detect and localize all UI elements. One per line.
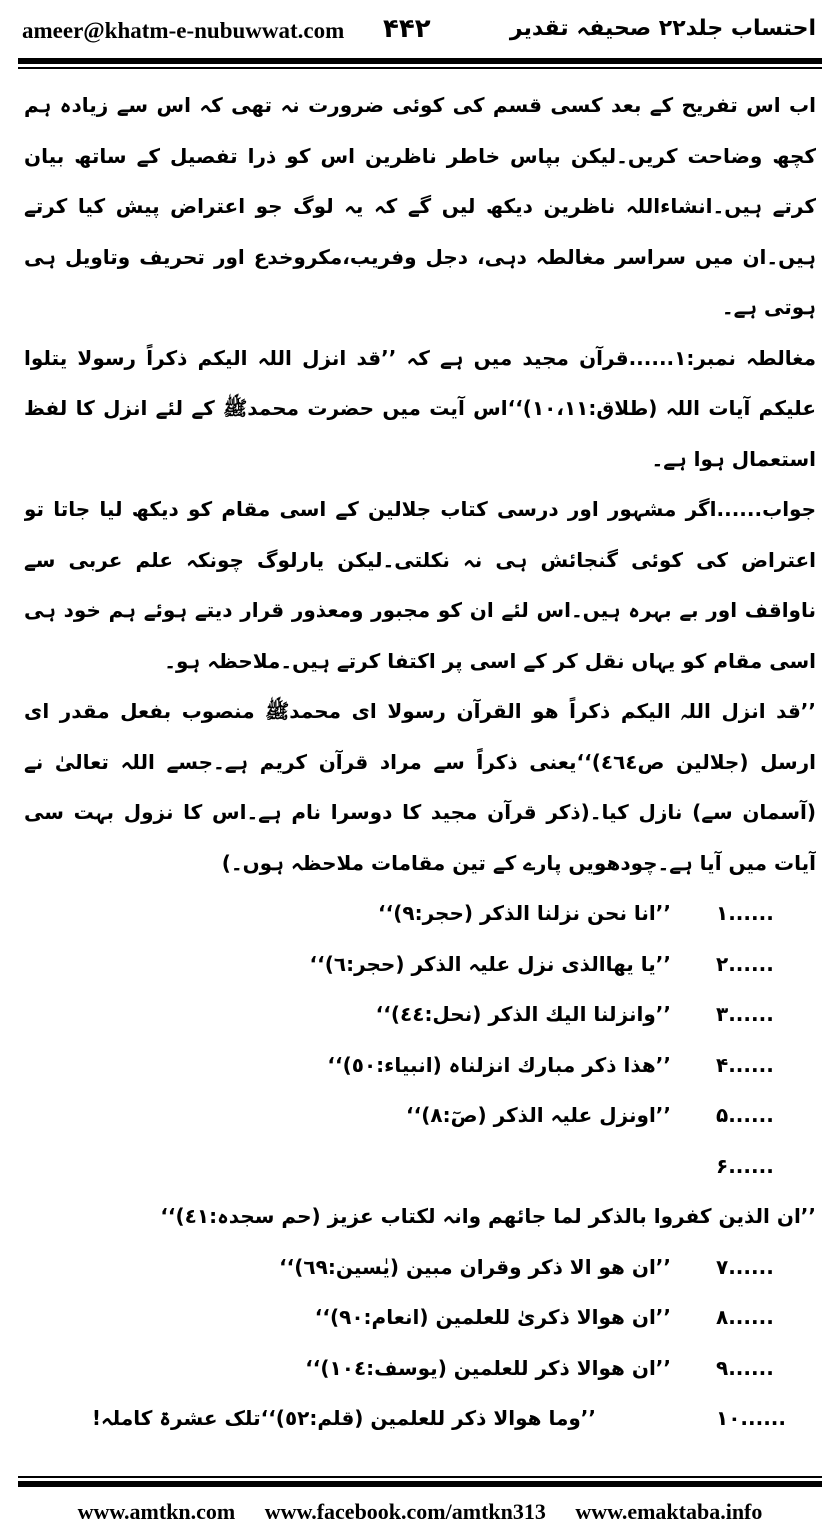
footer-rule-thin [18, 1476, 822, 1478]
verse-text: ’’وما ھوالا ذکر للعلمین (قلم:٥٢)‘‘تلک عشرۃ کاملہ! [91, 1406, 596, 1430]
footer-link-facebook[interactable]: www.facebook.com/amtkn313 [264, 1499, 546, 1524]
verse-number: ۷...... [716, 1254, 774, 1279]
verse-item-9 [24, 1343, 816, 1394]
header-rule-thin [18, 67, 822, 69]
verse-item-4 [24, 1040, 816, 1091]
verse-number: ۶...... [716, 1153, 774, 1178]
footer-links [0, 1499, 840, 1525]
verse-number: ۳...... [716, 1002, 774, 1026]
verse-number: ۱۰...... [716, 1406, 786, 1430]
verse-number: ۹...... [716, 1355, 774, 1380]
footer-link-emaktaba[interactable]: www.emaktaba.info [575, 1499, 763, 1524]
verse-text: ’’اونزل علیہ الذکر (صٓ:٨)‘‘ [406, 1103, 671, 1127]
verse-text: ’’انا نحن نزلنا الذکر (حجر:٩)‘‘ [378, 901, 671, 925]
verse-text: ’’ان ھوالا ذکر للعلمین (یوسف:١٠٤)‘‘ [305, 1355, 671, 1380]
verse-item-3 [24, 989, 816, 1040]
verse-item-2 [24, 939, 816, 990]
paragraph-quote: ’’قد انزل اللہ الیکم ذکراً ھو القرآن رسولا ای محمدﷺ منصوب بفعل مقدر ای ارسل (جلالین ص٤٦٤)‘‘یعنی ذکراً سے مراد قرآن کریم ہے۔جسے اللہ تعالیٰ نے (آسمان سے) نازل کیا۔(ذکر قرآن مجید کا دوسرا نام ہے۔اس کا نزول بہت سی آیات میں آیا ہے۔چودھویں پارے کے تین مقامات ملاحظہ ہوں۔) [24, 699, 816, 875]
page-body [24, 80, 816, 1465]
footer-rule-thick [18, 1481, 822, 1487]
verse-item-5 [24, 1090, 816, 1141]
verse-item-8 [24, 1292, 816, 1343]
verse-number: ۵...... [716, 1103, 774, 1127]
book-title: احتساب جلد۲۲ صحیفہ تقدیر [509, 16, 816, 41]
verse-number: ۱...... [716, 901, 774, 925]
paragraph-answer: جواب......اگر مشہور اور درسی کتاب جلالین کے اسی مقام کو دیکھ لیا جاتا تو اعتراض کی کوئی گنجائش ہی نہ نکلتی۔لیکن یارلوگ چونکہ علم عربی سے ناواقف اور بے بہرہ ہیں۔اس لئے ان کو مجبور ومعذور قرار دیتے ہوئے ہم خود ہی اسی مقام کو یہاں نقل کر کے اسی پر اکتفا کرتے ہیں۔ملاحظہ ہو۔ [24, 497, 816, 673]
verse-text: ’’یا یھاالذی نزل علیہ الذکر (حجر:٦)‘‘ [309, 951, 671, 976]
verse-number: ۸...... [716, 1305, 774, 1329]
verse-text: ’’ان الذین کفروا بالذکر لما جائھم وانہ لکتاب عزیز (حم سجدہ:٤١)‘‘ [160, 1204, 816, 1228]
verse-item-6 [24, 1141, 816, 1242]
verse-number: ۴...... [716, 1052, 774, 1077]
header-rule-thick [18, 58, 822, 64]
verse-number: ۲...... [716, 951, 774, 976]
paragraph-intro: اب اس تفریح کے بعد کسی قسم کی کوئی ضرورت نہ تھی کہ اس سے زیادہ ہم کچھ وضاحت کریں۔لیکن بپاس خاطر ناظرین اس کو ذرا تفصیل کے ساتھ بیان کرتے ہیں۔انشاءاللہ ناظرین دیکھ لیں گے کہ یہ لوگ جو اعتراض پیش کیا کرتے ہیں۔ان میں سراسر مغالطہ دہی، دجل وفریب،مکروخدع اور تحریف وتاویل ہی ہوتی ہے۔ [24, 93, 816, 319]
verse-text: ’’ھذا ذکر مبارك انزلناہ (انبیاء:٥٠)‘‘ [327, 1052, 671, 1077]
footer-link-website[interactable]: www.amtkn.com [77, 1499, 236, 1524]
page-header [0, 0, 840, 70]
verse-text: ’’وانزلنا الیك الذکر (نحل:٤٤)‘‘ [375, 1002, 671, 1026]
verse-text: ’’ان ھوالا ذکریٰ للعلمین (انعام:٩٠)‘‘ [314, 1305, 671, 1329]
paragraph-objection: مغالطہ نمبر:۱......قرآن مجید میں ہے کہ ’’قد انزل اللہ الیکم ذکراً رسولا یتلوا علیکم آیات اللہ (طلاق:۱۰،۱۱)‘‘اس آیت میں حضرت محمدﷺ کے لئے انزل کا لفظ استعمال ہوا ہے۔ [24, 345, 816, 471]
page-footer [0, 1476, 840, 1540]
verse-text: ’’ان ھو الا ذکر وقران مبین (یٰسین:٦٩)‘‘ [279, 1254, 671, 1279]
header-email: ameer@khatm-e-nubuwwat.com [22, 18, 345, 43]
verse-list [24, 888, 816, 1444]
verse-item-7 [24, 1242, 816, 1293]
verse-item-1 [24, 888, 816, 939]
verse-item-10 [24, 1393, 816, 1444]
page-number: ۴۴۲ [383, 14, 431, 44]
